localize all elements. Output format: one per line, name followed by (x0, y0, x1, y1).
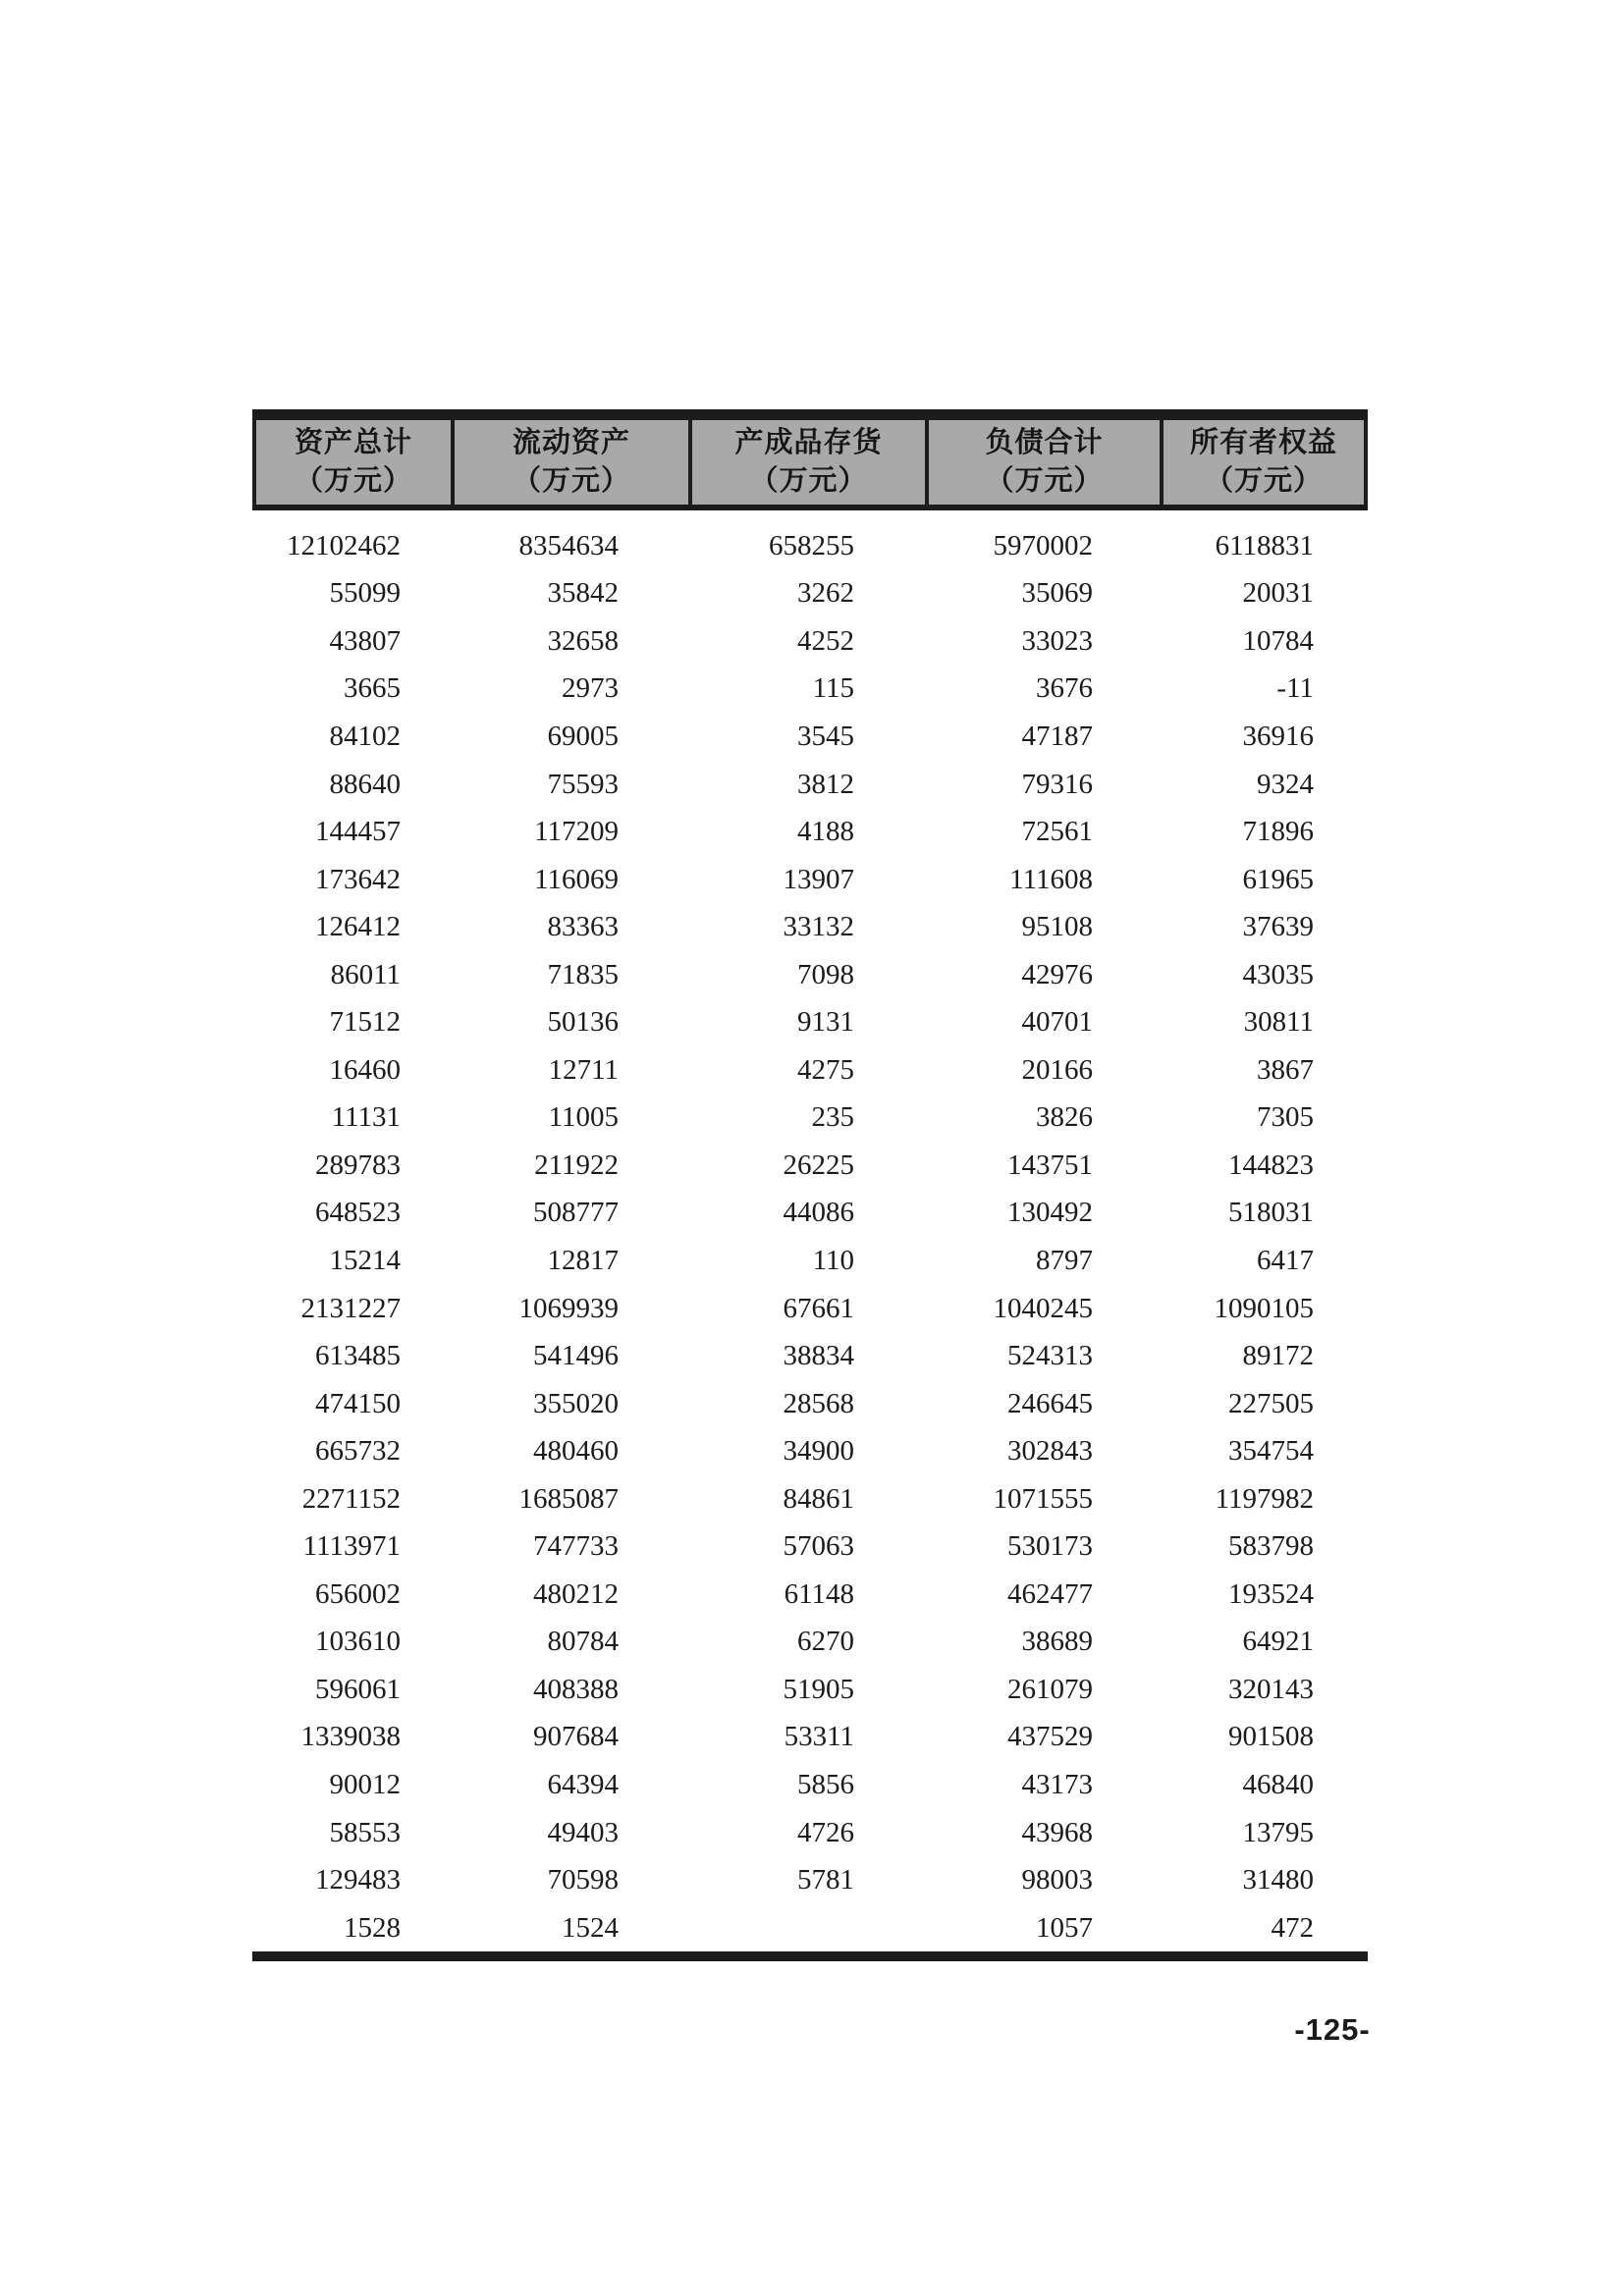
table-cell: 35842 (547, 577, 619, 610)
table-row (252, 1571, 1368, 1619)
table-cell: 57063 (783, 1530, 854, 1563)
table-cell: 289783 (315, 1148, 401, 1181)
table-bottom-rule (252, 1951, 1368, 1961)
table-cell: 5970002 (993, 529, 1093, 561)
table-cell: 355020 (533, 1387, 619, 1419)
table-cell: 1524 (562, 1911, 619, 1944)
table-cell: 49403 (547, 1816, 619, 1848)
table-cell: 117209 (534, 816, 619, 848)
table-cell: 1113971 (302, 1530, 401, 1563)
table-cell: 7305 (1257, 1101, 1314, 1134)
table-cell: 42976 (1021, 958, 1093, 990)
table-cell: 71835 (547, 958, 619, 990)
table-cell: 75593 (547, 768, 619, 800)
table-cell: 354754 (1228, 1435, 1314, 1468)
table-cell: 20031 (1242, 577, 1314, 610)
table-cell: 80784 (547, 1626, 619, 1658)
table-cell: 193524 (1228, 1577, 1314, 1610)
table-cell: 7098 (797, 958, 854, 990)
column-header-unit: （万元） (985, 465, 1104, 497)
table-row (252, 951, 1368, 999)
table-cell: 2131227 (300, 1292, 401, 1324)
table-cell: 111608 (1009, 863, 1093, 895)
table-row (252, 666, 1368, 714)
table-body (252, 510, 1368, 1951)
table-cell: 83363 (547, 911, 619, 943)
table-cell: 320143 (1228, 1673, 1314, 1705)
table-cell: 144457 (315, 816, 401, 848)
column-header-current-assets (451, 420, 688, 505)
table-cell: 1339038 (300, 1721, 401, 1753)
table-row (252, 1380, 1368, 1428)
table-cell: 70598 (547, 1864, 619, 1896)
table-cell: 4726 (797, 1816, 854, 1848)
table-cell: 43968 (1021, 1816, 1093, 1848)
table-row (252, 1522, 1368, 1571)
table-row (252, 617, 1368, 666)
table-cell: 747733 (533, 1530, 619, 1563)
table-cell: -11 (1276, 672, 1314, 705)
table-cell: 116069 (534, 863, 619, 895)
table-cell: 10784 (1242, 624, 1314, 657)
table-cell: 1069939 (518, 1292, 619, 1324)
table-cell: 38689 (1021, 1626, 1093, 1658)
table-row (252, 1666, 1368, 1714)
table-cell: 302843 (1007, 1435, 1093, 1468)
table-cell: 115 (812, 672, 854, 705)
table-cell: 3262 (797, 577, 854, 610)
table-row (252, 1095, 1368, 1143)
table-cell: 261079 (1007, 1673, 1093, 1705)
table-cell: 901508 (1228, 1721, 1314, 1753)
table-cell: 69005 (547, 720, 619, 752)
column-header-title: 所有者权益 (1189, 427, 1337, 458)
table-cell: 524313 (1007, 1340, 1093, 1372)
table-row (252, 856, 1368, 904)
table-cell: 72561 (1021, 816, 1093, 848)
table-cell: 12102462 (287, 529, 401, 561)
table-cell: 89172 (1242, 1340, 1314, 1372)
table-cell: 2271152 (301, 1482, 401, 1515)
table-row (252, 522, 1368, 570)
table-cell: 408388 (533, 1673, 619, 1705)
table-cell: 648523 (315, 1197, 401, 1229)
table-cell: 143751 (1007, 1148, 1093, 1181)
table-cell: 235 (811, 1101, 854, 1134)
table-cell: 84861 (783, 1482, 854, 1515)
column-header-title: 负债合计 (985, 427, 1104, 458)
column-header-total-assets (256, 420, 451, 505)
table-cell: 126412 (315, 911, 401, 943)
table-cell: 58553 (329, 1816, 401, 1848)
table-cell: 596061 (315, 1673, 401, 1705)
table-cell: 508777 (533, 1197, 619, 1229)
table-cell: 61148 (784, 1577, 854, 1610)
table-cell: 50136 (547, 1006, 619, 1039)
table-cell: 32658 (547, 624, 619, 657)
table-cell: 35069 (1021, 577, 1093, 610)
table-cell: 173642 (315, 863, 401, 895)
table-cell: 2973 (562, 672, 619, 705)
table-cell: 211922 (534, 1148, 619, 1181)
table-cell: 5856 (797, 1768, 854, 1800)
table-row (252, 1904, 1368, 1952)
table-cell: 462477 (1007, 1577, 1093, 1610)
table-row (252, 1714, 1368, 1762)
column-header-unit: （万元） (1204, 465, 1323, 497)
table-cell: 33132 (783, 911, 854, 943)
table-cell: 6118831 (1215, 529, 1314, 561)
table-cell: 9324 (1257, 768, 1314, 800)
table-cell: 110 (812, 1244, 854, 1276)
table-cell: 53311 (784, 1721, 854, 1753)
table-cell: 4188 (797, 816, 854, 848)
table-cell: 51905 (783, 1673, 854, 1705)
table-row (252, 1332, 1368, 1380)
table-cell: 11131 (331, 1101, 401, 1134)
table-cell: 13795 (1242, 1816, 1314, 1848)
table-cell: 541496 (533, 1340, 619, 1372)
table-cell: 88640 (329, 768, 401, 800)
table-cell: 472 (1271, 1911, 1314, 1944)
column-header-unit: （万元） (749, 465, 868, 497)
table-cell: 4275 (797, 1053, 854, 1086)
table-cell: 28568 (783, 1387, 854, 1419)
table-cell: 144823 (1228, 1148, 1314, 1181)
table-cell: 90012 (329, 1768, 401, 1800)
table-cell: 6270 (797, 1626, 854, 1658)
table-cell: 1528 (344, 1911, 401, 1944)
table-cell: 530173 (1007, 1530, 1093, 1563)
table-cell: 43035 (1242, 958, 1314, 990)
table-cell: 79316 (1021, 768, 1093, 800)
table-row (252, 1619, 1368, 1667)
table-row (252, 1761, 1368, 1809)
table-cell: 474150 (315, 1387, 401, 1419)
table-cell: 38834 (783, 1340, 854, 1372)
table-cell: 103610 (315, 1626, 401, 1658)
table-cell: 437529 (1007, 1721, 1093, 1753)
table-cell: 98003 (1021, 1864, 1093, 1896)
table-row (252, 903, 1368, 951)
table-row (252, 998, 1368, 1046)
table-cell: 583798 (1228, 1530, 1314, 1563)
table-cell: 3826 (1036, 1101, 1093, 1134)
table-cell: 907684 (533, 1721, 619, 1753)
table-cell: 246645 (1007, 1387, 1093, 1419)
table-cell: 613485 (315, 1340, 401, 1372)
table-row (252, 1046, 1368, 1095)
table-cell: 15214 (329, 1244, 401, 1276)
table-cell: 3867 (1257, 1053, 1314, 1086)
table-row (252, 1190, 1368, 1238)
column-header-unit: （万元） (512, 465, 630, 497)
table-cell: 55099 (329, 577, 401, 610)
table-cell: 33023 (1021, 624, 1093, 657)
table-cell: 1685087 (518, 1482, 619, 1515)
table-cell: 1057 (1036, 1911, 1093, 1944)
table-cell: 3676 (1036, 672, 1093, 705)
table-cell: 64394 (547, 1768, 619, 1800)
table-cell: 40701 (1021, 1006, 1093, 1039)
table-cell: 86011 (330, 958, 401, 990)
table-cell: 36916 (1242, 720, 1314, 752)
table-cell: 1040245 (993, 1292, 1093, 1324)
table-cell: 71896 (1242, 816, 1314, 848)
table-cell: 1090105 (1214, 1292, 1314, 1324)
column-header-total-liabilities (925, 420, 1160, 505)
table-cell: 20166 (1021, 1053, 1093, 1086)
table-cell: 16460 (329, 1053, 401, 1086)
table-cell: 37639 (1242, 911, 1314, 943)
table-cell: 84102 (329, 720, 401, 752)
table-cell: 67661 (783, 1292, 854, 1324)
table-cell: 43807 (329, 624, 401, 657)
table-cell: 12711 (548, 1053, 619, 1086)
table-cell: 658255 (769, 529, 854, 561)
table-header-row (252, 409, 1368, 510)
table-cell: 11005 (548, 1101, 619, 1134)
table-cell: 480460 (533, 1435, 619, 1468)
table-row (252, 570, 1368, 618)
table-cell: 6417 (1257, 1244, 1314, 1276)
table-cell: 518031 (1228, 1197, 1314, 1229)
table-cell: 61965 (1242, 863, 1314, 895)
table-cell: 12817 (547, 1244, 619, 1276)
table-row (252, 1237, 1368, 1285)
column-header-title: 流动资产 (512, 427, 630, 458)
table-cell: 656002 (315, 1577, 401, 1610)
table-cell: 3665 (344, 672, 401, 705)
table-cell: 8797 (1036, 1244, 1093, 1276)
table-cell: 8354634 (518, 529, 619, 561)
table-cell: 71512 (329, 1006, 401, 1039)
table-row (252, 1142, 1368, 1190)
table-cell: 46840 (1242, 1768, 1314, 1800)
table-cell: 30811 (1243, 1006, 1314, 1039)
table-cell: 4252 (797, 624, 854, 657)
table-cell: 129483 (315, 1864, 401, 1896)
table-row (252, 1475, 1368, 1523)
page-number: -125- (1294, 2012, 1371, 2047)
column-header-title: 产成品存货 (734, 427, 883, 458)
table-row (252, 761, 1368, 809)
table-row (252, 1427, 1368, 1475)
column-header-owners-equity (1160, 420, 1364, 505)
table-cell: 480212 (533, 1577, 619, 1610)
column-header-finished-goods-inventory (688, 420, 925, 505)
table-cell: 34900 (783, 1435, 854, 1468)
table-cell: 1197982 (1215, 1482, 1314, 1515)
table-row (252, 1285, 1368, 1333)
table-cell: 31480 (1242, 1864, 1314, 1896)
column-header-title: 资产总计 (294, 427, 412, 458)
table-cell: 95108 (1021, 911, 1093, 943)
table-row (252, 1809, 1368, 1857)
table-cell: 227505 (1228, 1387, 1314, 1419)
table-row (252, 713, 1368, 761)
table-row (252, 808, 1368, 856)
table-cell: 44086 (783, 1197, 854, 1229)
table-cell: 3812 (797, 768, 854, 800)
table-cell: 13907 (783, 863, 854, 895)
table-cell: 130492 (1007, 1197, 1093, 1229)
table-cell: 3545 (797, 720, 854, 752)
table-cell: 43173 (1021, 1768, 1093, 1800)
table-cell: 26225 (783, 1148, 854, 1181)
table-cell: 1071555 (993, 1482, 1093, 1515)
column-header-unit: （万元） (294, 465, 412, 497)
table-cell: 9131 (797, 1006, 854, 1039)
table-cell: 64921 (1242, 1626, 1314, 1658)
statistics-table (252, 409, 1368, 1961)
table-cell: 47187 (1021, 720, 1093, 752)
table-row (252, 1856, 1368, 1904)
table-cell: 665732 (315, 1435, 401, 1468)
table-cell: 5781 (797, 1864, 854, 1896)
